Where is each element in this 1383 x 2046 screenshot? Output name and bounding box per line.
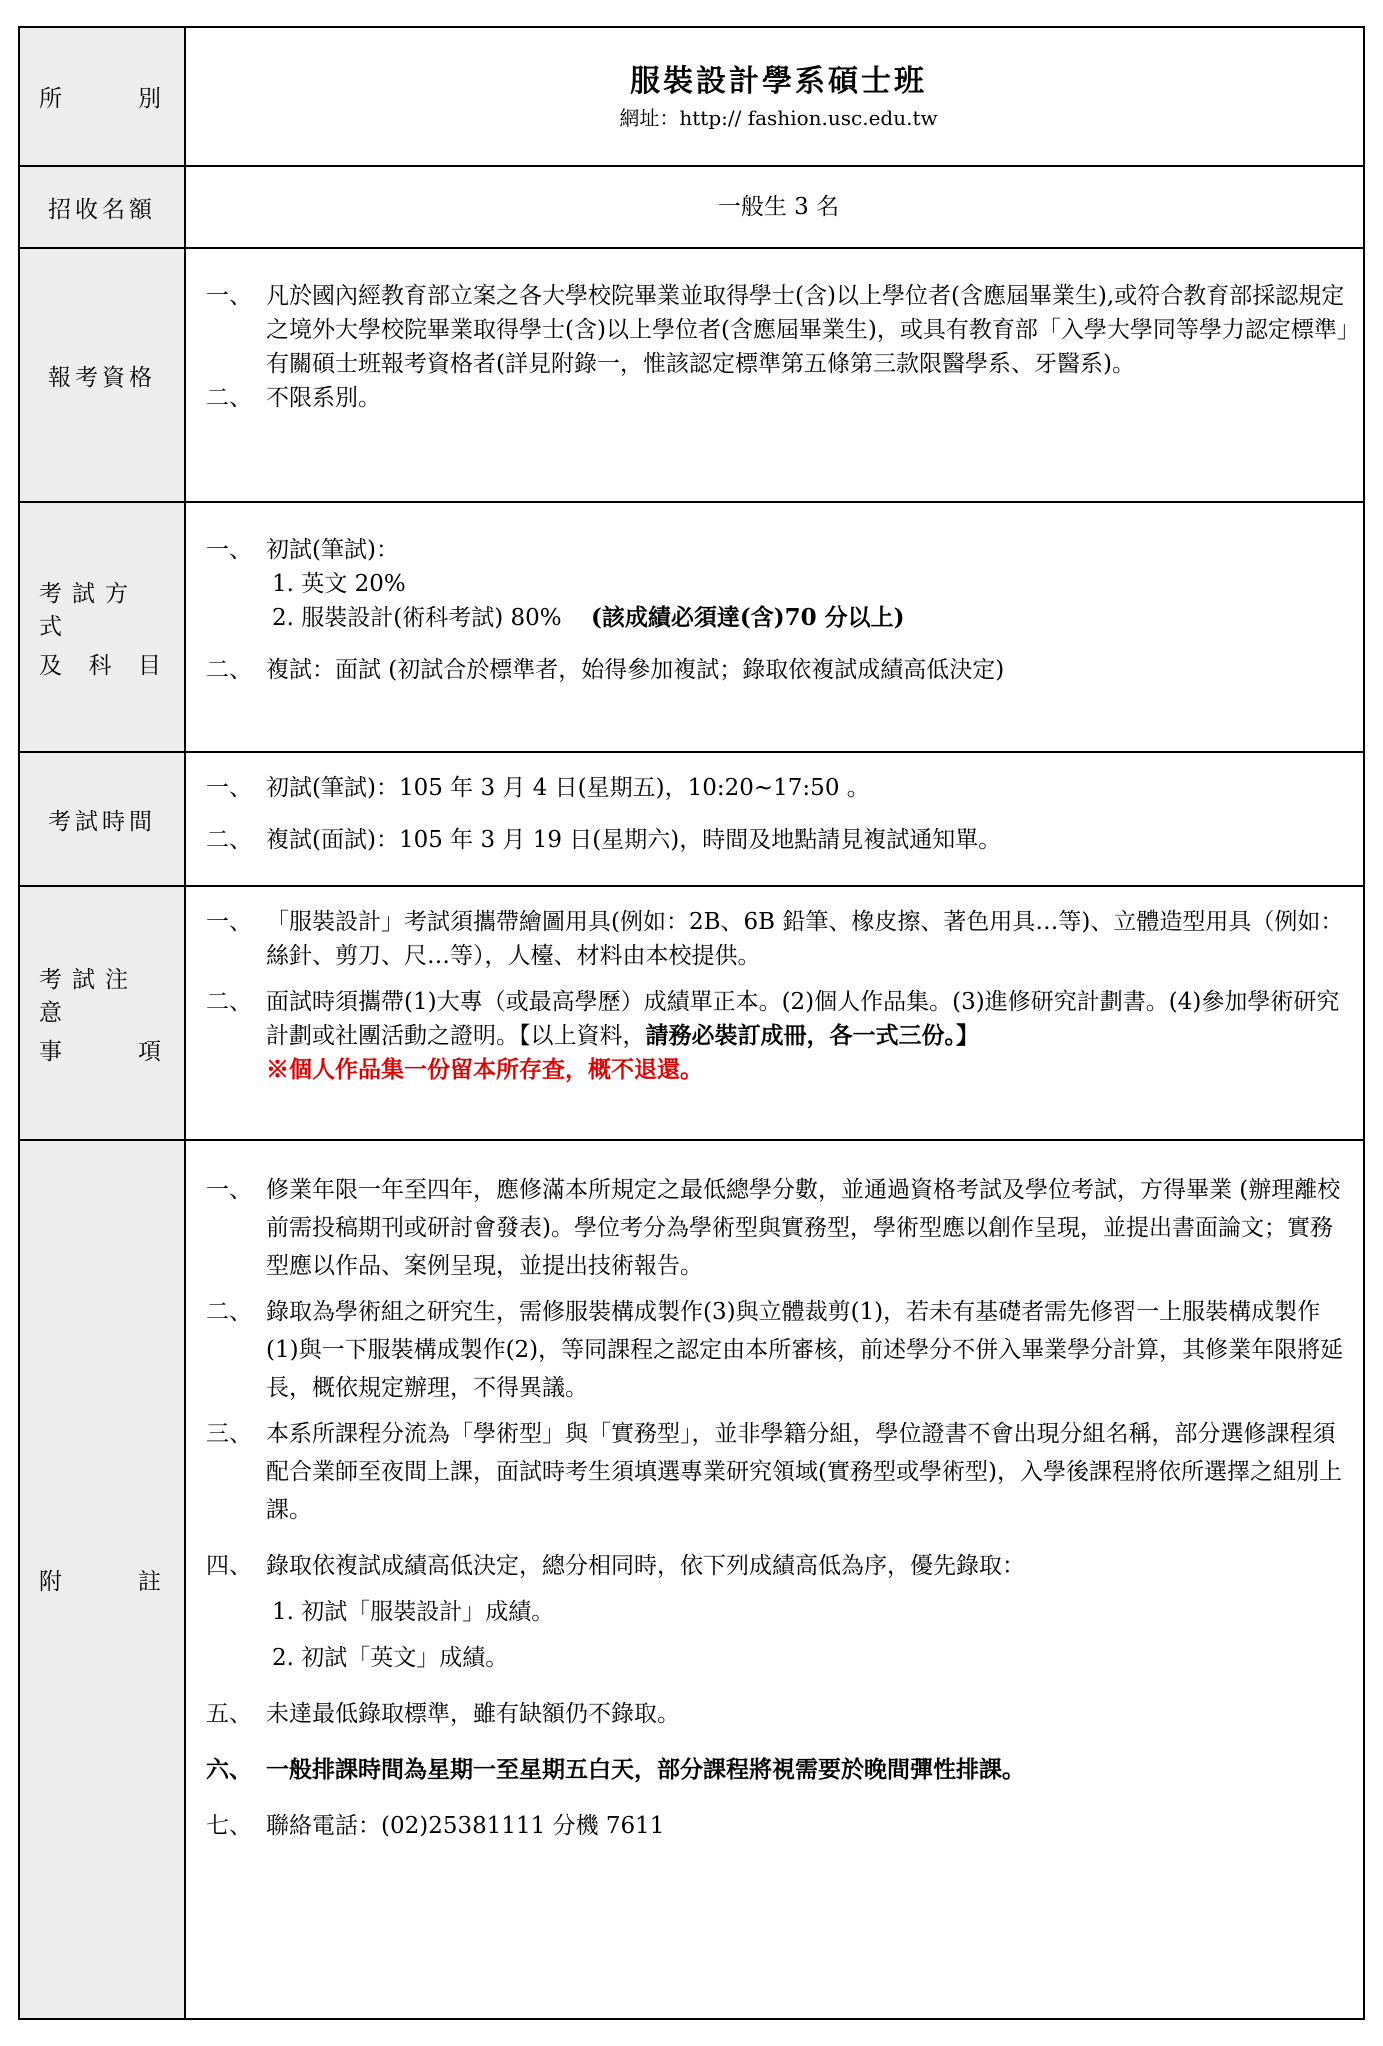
- subject-note: (該成績必須達(含)70 分以上): [590, 604, 905, 631]
- item-number: 七、: [206, 1813, 252, 1839]
- remarks-item-7: [206, 1807, 1351, 1845]
- remarks-item-6: [206, 1751, 1351, 1789]
- item-text: 本系所課程分流為「學術型」與「實務型」，並非學籍分組，學位證書不會出現分組名稱，部分選修課程須配合業師至夜間上課，面試時考生須填選專業研究領域(實務型或學術型)，入學後課程將依所選擇之組別上課。: [266, 1421, 1342, 1523]
- label-eligibility: 報考資格: [20, 249, 186, 501]
- label-exam-notes-line-2: [39, 1033, 165, 1066]
- exam-method-content: [186, 503, 1363, 751]
- subject-text: 2. 服裝設計(術科考試) 80%: [272, 605, 562, 631]
- exam-notes-item-2: [206, 985, 1351, 1087]
- subject-text: 1. 英文 20%: [272, 571, 406, 597]
- item-text: 修業年限一年至四年，應修滿本所規定之最低總學分數，並通過資格考試及學位考試，方得畢業 (辦理離校前需投稿期刊或研討會發表)。學位考分為學術型與實務型，學術型應以創作呈現，並提出書面論文；實務型應以作品、案例呈現，並提出技術報告。: [266, 1177, 1341, 1279]
- row-exam-notes: [20, 887, 1363, 1141]
- label-exam-time: 考試時間: [20, 753, 186, 885]
- label-department: [20, 28, 186, 165]
- label-remarks-char-2: 註: [138, 1569, 165, 1595]
- item-text: 錄取依複試成績高低決定，總分相同時，依下列成績高低為序，優先錄取：: [266, 1553, 1025, 1579]
- subject-fashion-design: [206, 601, 1351, 635]
- exam-method-item-1: [206, 533, 1351, 567]
- exam-time-item-1: [206, 771, 1351, 805]
- sub-text: 1. 初試「服裝設計」成績。: [272, 1599, 555, 1625]
- label-char: 及: [39, 652, 66, 679]
- row-department: [20, 28, 1363, 167]
- admission-table: [18, 26, 1365, 2020]
- remarks-item-3: [206, 1415, 1351, 1529]
- label-exam-notes-line-1: 考試注意: [39, 966, 138, 1026]
- item-text: 不限系別。: [266, 385, 381, 411]
- remarks-item-5: [206, 1695, 1351, 1733]
- item-number: 四、: [206, 1553, 252, 1579]
- contact-phone: 聯絡電話：(02)25381111 分機 7611: [266, 1813, 665, 1839]
- page-title: 服裝設計學系碩士班: [630, 63, 927, 99]
- row-exam-time: [20, 753, 1363, 887]
- item-number: 一、: [206, 537, 252, 563]
- item-number: 三、: [206, 1421, 252, 1447]
- remarks-content: [186, 1141, 1363, 2018]
- item-number: 一、: [206, 283, 252, 309]
- item-text: 一般排課時間為星期一至星期五白天，部分課程將視需要於晚間彈性排課。: [266, 1756, 1025, 1783]
- item-text: 凡於國內經教育部立案之各大學校院畢業並取得學士(含)以上學位者(含應屆畢業生),或符合教育部採認規定之境外大學校院畢業取得學士(含)以上學位者(含應屆畢業生)，或具有教育部「入學大學同等學力認定標準」有關碩士班報考資格者(詳見附錄一，惟該認定標準第五條第三款限醫學系、牙醫系)。: [266, 283, 1349, 377]
- item-number: 六、: [206, 1756, 252, 1783]
- exam-notes-item-1: [206, 905, 1351, 973]
- eligibility-content: [186, 249, 1363, 501]
- row-remarks: [20, 1141, 1363, 2018]
- sub-text: 2. 初試「英文」成績。: [272, 1645, 509, 1671]
- remarks-item-2: [206, 1293, 1351, 1407]
- item-text: 初試(筆試)：105 年 3 月 4 日(星期五)，10:20~17:50 。: [266, 775, 870, 801]
- department-content: [186, 28, 1363, 165]
- portfolio-warning: ※個人作品集一份留本所存查，概不退還。: [266, 1056, 703, 1083]
- row-quota: [20, 167, 1363, 249]
- label-remarks-char-1: 附: [39, 1569, 66, 1595]
- label-department-char-1: 所: [39, 86, 66, 112]
- item-number: 二、: [206, 1299, 252, 1325]
- item-text: 複試：面試 (初試合於標準者，始得參加複試；錄取依複試成績高低決定): [266, 657, 1005, 683]
- eligibility-item-1: [206, 279, 1351, 381]
- item-text: 未達最低錄取標準，雖有缺額仍不錄取。: [266, 1701, 680, 1727]
- exam-time-content: [186, 753, 1363, 885]
- exam-notes-content: [186, 887, 1363, 1139]
- eligibility-item-2: [206, 381, 1351, 415]
- label-exam-method-line-1: 考試方式: [39, 580, 138, 640]
- website-url: 網址：http:// fashion.usc.edu.tw: [619, 105, 938, 130]
- item-text: 面試時須攜帶(1)大專（或最高學歷）成績單正本。(2)個人作品集。(3)進修研究計劃書。(4)參加學術研究計劃或社團活動之證明。【以上資料，: [266, 989, 1340, 1049]
- label-char: 項: [138, 1038, 165, 1065]
- label-char: 科: [88, 652, 116, 679]
- label-exam-notes: [20, 887, 186, 1139]
- label-remarks: [20, 1141, 186, 2018]
- label-char: 目: [138, 652, 165, 679]
- remarks-sub-2: [206, 1639, 1351, 1677]
- exam-method-item-2: [206, 653, 1351, 687]
- item-text: 複試(面試)：105 年 3 月 19 日(星期六)，時間及地點請見複試通知單。: [266, 827, 1002, 853]
- row-eligibility: [20, 249, 1363, 503]
- remarks-item-4: [206, 1547, 1351, 1585]
- label-char: 事: [39, 1038, 66, 1065]
- item-text: 錄取為學術組之研究生，需修服裝構成製作(3)與立體裁剪(1)，若未有基礎者需先修習一上服裝構成製作(1)與一下服裝構成製作(2)，等同課程之認定由本所審核，前述學分不併入畢業學分計算，其修業年限將延長，概依規定辦理，不得異議。: [266, 1299, 1344, 1401]
- item-text: 「服裝設計」考試須攜帶繪圖用具(例如：2B、6B 鉛筆、橡皮擦、著色用具…等)、立體造型用具（例如：絲針、剪刀、尺…等），人檯、材料由本校提供。: [266, 909, 1344, 969]
- item-text: 初試(筆試)：: [266, 537, 399, 563]
- label-quota: 招收名額: [20, 167, 186, 247]
- item-number: 一、: [206, 909, 252, 935]
- label-department-char-2: 別: [138, 86, 165, 112]
- remarks-sub-1: [206, 1593, 1351, 1631]
- remarks-item-1: [206, 1171, 1351, 1285]
- item-number: 二、: [206, 989, 252, 1015]
- item-number: 二、: [206, 827, 252, 853]
- item-number: 一、: [206, 1177, 252, 1203]
- item-number: 二、: [206, 385, 252, 411]
- label-exam-method: [20, 503, 186, 751]
- exam-time-item-2: [206, 823, 1351, 857]
- label-exam-method-line-2: [39, 647, 165, 680]
- item-number: 五、: [206, 1701, 252, 1727]
- item-number: 二、: [206, 657, 252, 683]
- quota-value: 一般生 3 名: [717, 194, 840, 220]
- row-exam-method: [20, 503, 1363, 753]
- quota-content: [186, 167, 1363, 247]
- subject-english: [206, 567, 1351, 601]
- item-text-bold: 請務必裝訂成冊，各一式三份。】: [645, 1022, 979, 1049]
- item-number: 一、: [206, 775, 252, 801]
